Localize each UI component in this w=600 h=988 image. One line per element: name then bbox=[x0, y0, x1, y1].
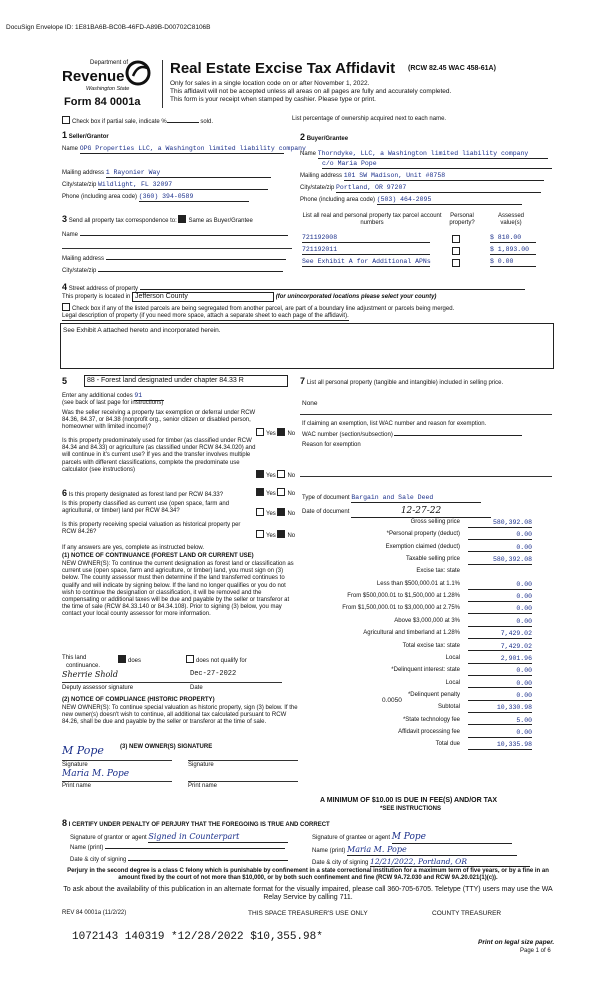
calc-value[interactable]: 0.00 bbox=[468, 680, 532, 689]
grantee-sig-row: Signature of grantee or agent M Pope bbox=[312, 832, 512, 844]
section6-q3: Is this property receiving special valuation as historical property per RCW 84.26? bbox=[62, 522, 241, 536]
calc-value[interactable]: 0.00 bbox=[468, 531, 532, 540]
notice1-title: (1) NOTICE OF CONTINUANCE (FOREST LAND OR CURRENT USE) bbox=[62, 553, 254, 559]
legal-paper-note: Print on legal size paper. bbox=[478, 939, 555, 946]
title-rcw: (RCW 82.45 WAC 458-61A) bbox=[408, 65, 496, 72]
legal-description-label: Legal description of property (if you need more space, attach a separate sheet to each page of the affidavit). bbox=[62, 313, 349, 321]
does-option: does bbox=[118, 655, 141, 665]
calc-label: *Personal property (deduct) bbox=[386, 531, 460, 538]
personal-property-value[interactable]: None bbox=[302, 400, 318, 407]
calc-value[interactable]: 7,429.02 bbox=[468, 630, 532, 639]
new-owner-print: Maria M. Pope bbox=[62, 769, 130, 779]
calc-value[interactable]: 0.00 bbox=[468, 581, 532, 590]
notice2-text: NEW OWNER(S): To continue special valuation as historic property, sign (3) below. If the new owner(s) doesn't wish to continue, all additional tax calculated pursuant to RCW 84.26, shall be due and payable by the seller or transferor at the time of sale. bbox=[62, 705, 298, 726]
local-rate: 0.0050 bbox=[382, 697, 402, 704]
buyer-city[interactable]: Portland, OR 97207 bbox=[336, 184, 541, 193]
street-address-row: 4 Street address of property bbox=[62, 282, 525, 293]
logo-state: Washington State bbox=[86, 86, 130, 92]
calc-value[interactable]: 10,335.98 bbox=[468, 741, 532, 750]
segregated-row: Check box if any of the listed parcels are being segregated from another parcel, are part of a boundary line adjustment or parcels being merged. bbox=[62, 303, 454, 313]
section3-city-row: City/state/zip bbox=[62, 268, 283, 275]
calc-value[interactable]: 580,392.08 bbox=[468, 519, 532, 528]
calc-label: Taxable selling price bbox=[405, 556, 460, 563]
calc-label: Local bbox=[445, 654, 460, 661]
header-note-2: This affidavit will not be accepted unless all areas on all pages are fully and accurately completed. bbox=[170, 88, 452, 95]
section3-name-row: Name bbox=[62, 232, 288, 239]
grantor-date-row: Date & city of signing bbox=[70, 857, 288, 864]
calc-label: From $500,000.01 to $1,500,000 at 1.28% bbox=[347, 593, 460, 600]
calc-label: Excise tax: state bbox=[416, 568, 460, 575]
land-use-code-select[interactable]: 88 - Forest land designated under chapter 84.33 R bbox=[84, 375, 288, 387]
reason-row: Reason for exemption bbox=[302, 442, 361, 448]
deputy-assessor-label: Deputy assessor signature bbox=[62, 685, 134, 691]
calc-label: From $1,500,000.01 to $3,000,000 at 2.75% bbox=[342, 605, 460, 612]
calc-value[interactable]: 10,330.98 bbox=[468, 704, 532, 713]
land-label: This land bbox=[62, 655, 87, 661]
q1-yes-checkbox[interactable] bbox=[256, 428, 264, 436]
calc-label: Exemption claimed (deduct) bbox=[385, 543, 460, 550]
s6-q2-yes[interactable] bbox=[256, 508, 264, 516]
assessed-value[interactable]: $ 0.00 bbox=[490, 258, 536, 267]
seller-phone[interactable]: (360) 394-0589 bbox=[139, 193, 249, 202]
additional-codes[interactable]: 91 bbox=[134, 392, 164, 401]
calc-value[interactable]: 0.00 bbox=[468, 729, 532, 738]
seller-city[interactable]: Wildlight, FL 32097 bbox=[98, 181, 268, 190]
assessor-signature: Sherrie Shold bbox=[62, 670, 118, 679]
buyer-mailing[interactable]: 101 SW Madison, Unit #8758 bbox=[344, 172, 544, 181]
parcels-heading: List all real and personal property tax parcel account numbers bbox=[302, 213, 442, 227]
seller-heading: 1 Seller/Grantor bbox=[62, 130, 109, 140]
grantee-date-row: Date & city of signing 12/21/2022, Portland, OR bbox=[312, 857, 530, 867]
grantor-signature[interactable]: Signed in Counterpart bbox=[148, 832, 288, 843]
buyer-phone[interactable]: (503) 464-2095 bbox=[377, 196, 522, 205]
see-instructions: *SEE INSTRUCTIONS bbox=[380, 806, 442, 812]
calc-value[interactable]: 0.00 bbox=[468, 544, 532, 553]
q1-no-checkbox[interactable] bbox=[277, 428, 285, 436]
treasurer-stamp: 1072143 140319 *12/28/2022 $10,355.98* bbox=[72, 931, 323, 943]
wac-row: WAC number (section/subsection) bbox=[302, 432, 522, 439]
certify-heading: 8 I CERTIFY UNDER PENALTY OF PERJURY THAT THE FOREGOING IS TRUE AND CORRECT bbox=[62, 818, 330, 828]
print-label-2: Print name bbox=[188, 783, 218, 789]
seller-city-row: City/state/zip Wildlight, FL 32097 bbox=[62, 181, 268, 190]
exemption-note: If claiming an exemption, list WAC number and reason for exemption. bbox=[302, 421, 487, 427]
seller-mailing[interactable]: 1 Rayonier Way bbox=[106, 169, 271, 178]
grantor-print-row: Name (print) bbox=[70, 845, 285, 852]
personal-property-checkbox[interactable] bbox=[452, 235, 462, 245]
does-not-checkbox[interactable] bbox=[186, 655, 194, 663]
calc-label: Gross selling price bbox=[410, 519, 460, 525]
does-checkbox[interactable] bbox=[118, 655, 126, 663]
calc-value[interactable]: 0.00 bbox=[468, 605, 532, 614]
section3-row: 3 Send all property tax correspondence to: Same as Buyer/Grantee bbox=[62, 214, 253, 224]
seller-mailing-row: Mailing address 1 Rayonier Way bbox=[62, 169, 271, 178]
buyer-phone-row: Phone (including area code) (503) 464-2095 bbox=[300, 196, 522, 205]
calc-label: Affidavit processing fee bbox=[398, 728, 460, 735]
date-label: Date bbox=[190, 685, 203, 691]
header-note-1: Only for sales in a single location code on or after November 1, 2022. bbox=[170, 80, 370, 87]
buyer-name-2[interactable]: c/o Maria Pope bbox=[322, 160, 552, 169]
personal-property-checkbox[interactable] bbox=[452, 259, 462, 269]
see-back: (see back of last page for instructions) bbox=[62, 400, 164, 406]
calc-value[interactable]: 0.00 bbox=[468, 618, 532, 627]
minimum-note: A MINIMUM OF $10.00 IS DUE IN FEE(S) AND/OR TAX bbox=[320, 797, 498, 804]
perjury-note: Perjury in the second degree is a class C felony which is punishable by confinement in a state correctional institution for a maximum term of five years, or by a fine in an amount fixed by the court of not more than $10,000, or by both such confinement and fine (RCW 9A.72.030 and RCW 9A.20.021(1)(c)). bbox=[67, 868, 549, 882]
continuance-label: continuance. bbox=[66, 663, 101, 669]
doc-type-row: Type of document Bargain and Sale Deed bbox=[302, 494, 481, 503]
section3-mailing-row: Mailing address bbox=[62, 256, 286, 263]
calc-value[interactable]: 0.00 bbox=[468, 692, 532, 701]
section6-q1: 6 Is this property designated as forest land per RCW 84.33? bbox=[62, 488, 224, 498]
s6-q1-no[interactable] bbox=[277, 488, 285, 496]
section7-heading: 7 List all personal property (tangible and intangible) included in selling price. bbox=[300, 376, 504, 386]
s6-q2-no[interactable] bbox=[277, 508, 285, 516]
buyer-name[interactable]: Thorndyke, LLC, a Washington limited liability company bbox=[318, 150, 548, 159]
doc-type[interactable]: Bargain and Sale Deed bbox=[351, 494, 481, 503]
docusign-envelope-id: DocuSign Envelope ID: 1E81BA6B-BC0B-46FD-A89B-D00702C8106B bbox=[6, 24, 211, 31]
grantee-date[interactable]: 12/21/2022, Portland, OR bbox=[370, 857, 530, 867]
s6-q3-no[interactable] bbox=[277, 530, 285, 538]
treasurer-only: THIS SPACE TREASURER'S USE ONLY bbox=[248, 910, 368, 917]
parcel-number[interactable]: 721192008 bbox=[302, 234, 430, 243]
doc-date[interactable]: 12-27-22 bbox=[351, 506, 491, 518]
doc-date-row: Date of document 12-27-22 bbox=[302, 506, 491, 518]
seller-phone-row: Phone (including area code) (360) 394-0589 bbox=[62, 193, 249, 202]
calc-label: Total due bbox=[435, 741, 460, 748]
calc-label: Local bbox=[445, 679, 460, 686]
personal-heading: Personal property? bbox=[449, 213, 475, 227]
buyer-name-row: Name Thorndyke, LLC, a Washington limited liability company bbox=[300, 150, 548, 159]
section5-q1: Was the seller receiving a property tax exemption or deferral under RCW 84.36, 84.37, or 84.38 (nonprofit org., senior citizen or disabled person, homeowner with limited income)? bbox=[62, 410, 256, 431]
calc-value[interactable]: 5.00 bbox=[468, 717, 532, 726]
signature-label-2: Signature bbox=[188, 762, 214, 768]
calc-label: *State technology fee bbox=[402, 716, 460, 723]
buyer-heading: 2 Buyer/Grantee bbox=[300, 132, 349, 142]
section5-number: 5 bbox=[62, 376, 68, 386]
new-owner-title: (3) NEW OWNER(S) SIGNATURE bbox=[120, 744, 213, 750]
page-title: Real Estate Excise Tax Affidavit bbox=[170, 60, 396, 77]
section5-q1-answer: Yes No bbox=[256, 428, 295, 438]
partial-sale-checkbox[interactable] bbox=[62, 116, 70, 124]
grantee-signature[interactable]: M Pope bbox=[392, 832, 512, 844]
form-number: Form 84 0001a bbox=[64, 96, 141, 108]
rev-code: REV 84 0001a (11/2/22) bbox=[62, 910, 127, 916]
parcel-number[interactable]: 721192011 bbox=[302, 246, 430, 255]
section6-q2: Is this property classified as current use (open space, farm and agricultural, or timber) land per RCW 84.34? bbox=[62, 501, 230, 515]
county-select[interactable]: Jefferson County bbox=[132, 292, 274, 302]
parcel-number[interactable]: See Exhibit A for Additional APNs bbox=[302, 258, 431, 265]
calc-label: Agricultural and timberland at 1.28% bbox=[363, 630, 460, 637]
s6-q2-answer: Yes No bbox=[256, 508, 295, 518]
assessed-heading: Assessed value(s) bbox=[497, 213, 524, 227]
seller-name[interactable]: OPG Properties LLC, a Washington limited liability company bbox=[79, 145, 306, 152]
legal-description-box[interactable] bbox=[60, 323, 554, 369]
grantor-sig-row: Signature of grantor or agent Signed in Counterpart bbox=[70, 832, 288, 843]
print-label-1: Print name bbox=[62, 783, 92, 789]
notice1-text: NEW OWNER(S): To continue the current designation as forest land or classification as current use (open space, farm and agriculture, or timber) land, you must sign on (3) below. The county assessor must then determine if the land transferred continues to qualify and will indicate by signing below. If the land no longer qualifies or you do not wish to continue the designation or classification, it will be removed and the compensating or additional taxes will be due and payable by the seller or transferor at the time of sale (RCW 84.33.140 or 84.34.108). Prior to signing (3) below, you may contact your local county assessor for more information. bbox=[62, 561, 294, 618]
calc-label: Subtotal bbox=[437, 704, 460, 711]
county-treasurer: COUNTY TREASURER bbox=[432, 910, 502, 917]
logo-dept: Department of bbox=[90, 60, 129, 66]
ownership-note: List percentage of ownership acquired next to each name. bbox=[292, 116, 447, 122]
signature-label-1: Signature bbox=[62, 762, 88, 768]
s6-q1-answer: Yes No bbox=[256, 488, 295, 498]
revenue-logo-icon bbox=[125, 60, 153, 86]
calc-label: Less than $500,000.01 at 1.1% bbox=[376, 580, 460, 587]
assessed-value[interactable]: $ 1,893.00 bbox=[490, 246, 536, 255]
partial-sale-row: Check box if partial sale, indicate % sold. bbox=[62, 116, 213, 126]
accessibility-note: To ask about the availability of this publication in an alternate format for the visually impaired, please call 360-705-6705. Teletype (TTY) users may use the WA Relay Service by calling 711. bbox=[63, 886, 553, 902]
calc-value[interactable]: 580,392.08 bbox=[468, 556, 532, 565]
additional-codes-row: Enter any additional codes 91 bbox=[62, 392, 164, 401]
same-as-buyer-checkbox[interactable] bbox=[178, 215, 186, 223]
legal-description-text: See Exhibit A attached hereto and incorporated herein. bbox=[63, 327, 221, 334]
grantee-print[interactable]: Maria M. Pope bbox=[347, 845, 517, 856]
calc-value[interactable]: 0.00 bbox=[468, 593, 532, 602]
q2-no-checkbox[interactable] bbox=[277, 470, 285, 478]
q2-yes-checkbox[interactable] bbox=[256, 470, 264, 478]
personal-property-checkbox[interactable] bbox=[452, 247, 462, 257]
calc-value[interactable]: 2,901.96 bbox=[468, 655, 532, 664]
buyer-mailing-row: Mailing address 101 SW Madison, Unit #8758 bbox=[300, 172, 544, 181]
s6-q3-yes[interactable] bbox=[256, 530, 264, 538]
does-not-option: does not qualify for bbox=[186, 655, 247, 665]
assessed-value[interactable]: $ 810.00 bbox=[490, 234, 536, 243]
calc-label: Total excise tax: state bbox=[402, 642, 460, 649]
calc-label: *Delinquent interest: state bbox=[391, 667, 460, 674]
segregated-checkbox[interactable] bbox=[62, 303, 70, 311]
calc-value[interactable]: 7,429.02 bbox=[468, 643, 532, 652]
assessor-date: Dec-27-2022 bbox=[190, 670, 237, 678]
s6-q1-yes[interactable] bbox=[256, 488, 264, 496]
logo-revenue: Revenue bbox=[62, 68, 125, 85]
buyer-city-row: City/state/zip Portland, OR 97207 bbox=[300, 184, 541, 193]
s6-q3-answer: Yes No bbox=[256, 530, 295, 540]
located-row: This property is located in Jefferson County (for unincorporated locations please select your county) bbox=[62, 292, 436, 302]
new-owner-signature: M Pope bbox=[62, 744, 104, 757]
if-yes-note: If any answers are yes, complete as instructed below. bbox=[62, 545, 205, 551]
notice2-title: (2) NOTICE OF COMPLIANCE (HISTORIC PROPERTY) bbox=[62, 697, 215, 703]
seller-name-row: Name OPG Properties LLC, a Washington limited liability company bbox=[62, 145, 306, 152]
page-number: Page 1 of 6 bbox=[520, 948, 551, 954]
section5-q2: Is this property predominately used for timber (as classified under RCW 84.34 and 84.33) or agriculture (as classified under RCW 84.34.020) and will continue in it's current use? If yes and the transfer involves multiple parcels with different classifications, complete the predominate use calculator (see instructions) bbox=[62, 438, 256, 473]
calc-value[interactable]: 0.00 bbox=[468, 667, 532, 676]
grantee-print-row: Name (print) Maria M. Pope bbox=[312, 845, 517, 856]
section5-q2-answer: Yes No bbox=[256, 470, 295, 480]
header-note-3: This form is your receipt when stamped by cashier. Please type or print. bbox=[170, 96, 376, 103]
calc-label: Above $3,000,000 at 3% bbox=[394, 617, 460, 624]
calc-label: *Delinquent penalty bbox=[407, 691, 460, 698]
